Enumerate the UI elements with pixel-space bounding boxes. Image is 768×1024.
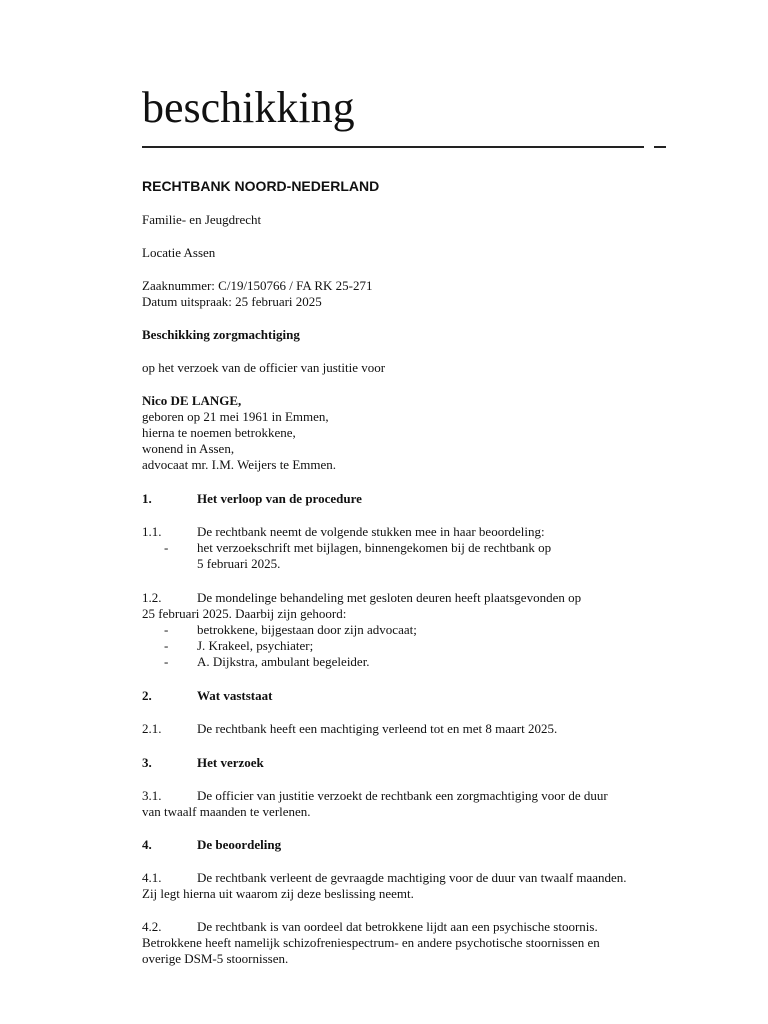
party-name: Nico DE LANGE, — [142, 393, 242, 408]
court-name: RECHTBANK NOORD-NEDERLAND — [142, 178, 380, 194]
paragraph-text: De rechtbank neemt de volgende stukken mee in haar beoordeling: — [197, 524, 545, 539]
paragraph-number: 4.1. — [142, 870, 162, 885]
department: Familie- en Jeugdrecht — [142, 212, 262, 227]
paragraph-number: 1.1. — [142, 524, 162, 539]
bullet-dash: - — [164, 540, 169, 555]
section-number: 1. — [142, 491, 152, 506]
paragraph-number: 4.2. — [142, 919, 162, 934]
party-line: advocaat mr. I.M. Weijers te Emmen. — [142, 457, 337, 472]
paragraph-text: De rechtbank heeft een machtiging verleend tot en met 8 maart 2025. — [197, 721, 558, 736]
paragraph-number: 1.2. — [142, 590, 162, 605]
section-number: 2. — [142, 688, 152, 703]
document-title: beschikking — [142, 83, 355, 132]
bullet-dash: - — [164, 622, 169, 637]
paragraph-continuation: Betrokkene heeft namelijk schizofreniespectrum- en andere psychotische stoornissen en — [142, 935, 600, 950]
paragraph-continuation: van twaalf maanden te verlenen. — [142, 804, 311, 819]
paragraph-continuation: 25 februari 2025. Daarbij zijn gehoord: — [142, 606, 347, 621]
section-number: 4. — [142, 837, 152, 852]
paragraph-number: 2.1. — [142, 721, 162, 736]
bullet-text: J. Krakeel, psychiater; — [197, 638, 314, 653]
paragraph-text: De rechtbank verleent de gevraagde machtiging voor de duur van twaalf maanden. — [197, 870, 627, 885]
bullet-dash: - — [164, 654, 169, 669]
section-heading: Het verzoek — [197, 755, 264, 770]
title-rule-dash — [654, 146, 666, 148]
section-number: 3. — [142, 755, 152, 770]
title-rule — [142, 146, 644, 148]
paragraph-text: De officier van justitie verzoekt de rechtbank een zorgmachtiging voor de duur — [197, 788, 608, 803]
bullet-text: het verzoekschrift met bijlagen, binnengekomen bij de rechtbank op — [197, 540, 552, 555]
section-heading: De beoordeling — [197, 837, 282, 852]
case-number: Zaaknummer: C/19/150766 / FA RK 25-271 — [142, 278, 373, 293]
bullet-text: betrokkene, bijgestaan door zijn advocaat; — [197, 622, 417, 637]
bullet-dash: - — [164, 638, 169, 653]
paragraph-number: 3.1. — [142, 788, 162, 803]
section-heading: Het verloop van de procedure — [197, 491, 362, 506]
bullet-text: 5 februari 2025. — [197, 556, 281, 571]
bullet-text: A. Dijkstra, ambulant begeleider. — [197, 654, 370, 669]
decision-heading: Beschikking zorgmachtiging — [142, 327, 300, 342]
location: Locatie Assen — [142, 245, 216, 260]
request-intro: op het verzoek van de officier van justitie voor — [142, 360, 386, 375]
section-heading: Wat vaststaat — [197, 688, 273, 703]
party-line: wonend in Assen, — [142, 441, 235, 456]
ruling-date: Datum uitspraak: 25 februari 2025 — [142, 294, 322, 309]
paragraph-text: De mondelinge behandeling met gesloten deuren heeft plaatsgevonden op — [197, 590, 582, 605]
paragraph-continuation: overige DSM-5 stoornissen. — [142, 951, 289, 966]
paragraph-text: De rechtbank is van oordeel dat betrokkene lijdt aan een psychische stoornis. — [197, 919, 598, 934]
paragraph-continuation: Zij legt hierna uit waarom zij deze beslissing neemt. — [142, 886, 414, 901]
party-line: geboren op 21 mei 1961 in Emmen, — [142, 409, 329, 424]
party-line: hierna te noemen betrokkene, — [142, 425, 296, 440]
